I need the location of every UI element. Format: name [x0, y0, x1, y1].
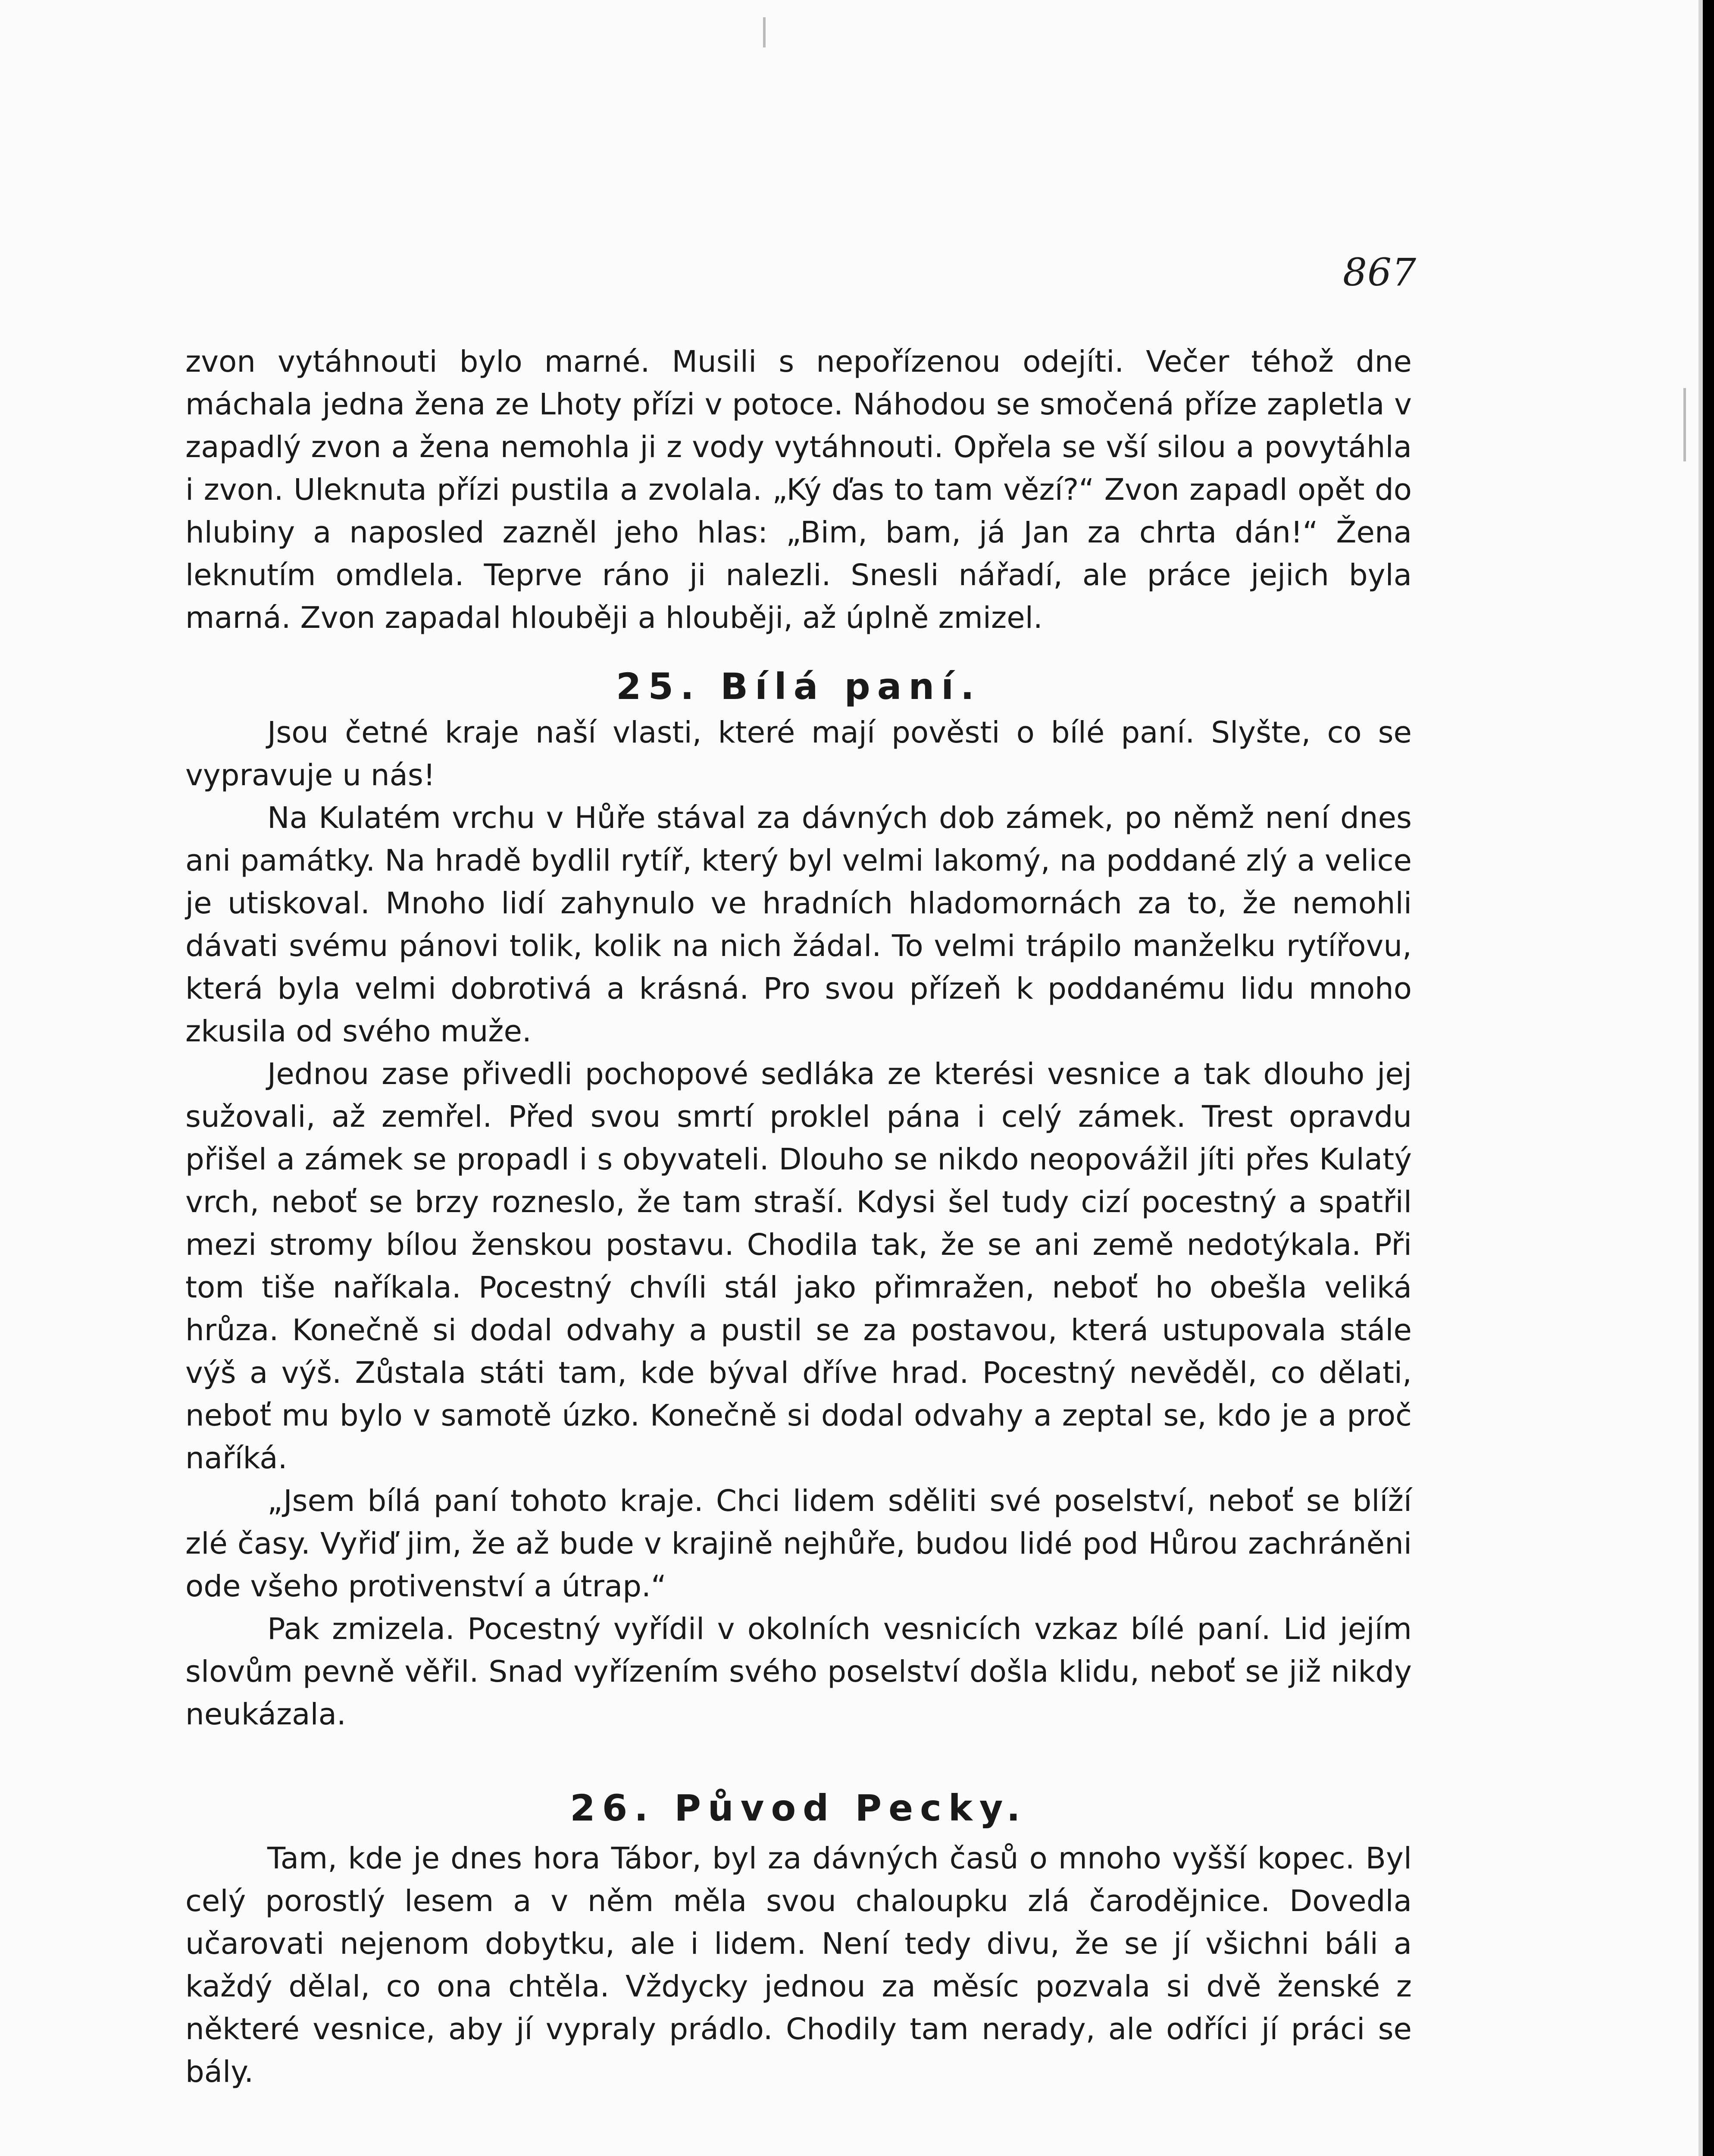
- paragraph: Tam, kde je dnes hora Tábor, byl za dávných časů o mnoho vyšší kopec. Byl celý porostlý lesem a v něm měla svou chaloupku zlá čarodějnice. Dovedla učarovati nejenom dobytku, ale i lidem. Není tedy divu, že se jí všichni báli a každý dělal, co ona chtěla. Vždycky jednou za měsíc pozvala si dvě ženské z některé vesnice, aby jí vypraly prádlo. Chodily tam nerady, ale odříci jí práci se bály.: [185, 1841, 1412, 2089]
- page-number: 867: [1343, 250, 1417, 295]
- paragraph: Pak zmizela. Pocestný vyřídil v okolních vesnicích vzkaz bílé paní. Lid jejím slovům pevně věřil. Snad vyřízením svého poselství došla klidu, neboť se již nikdy neukázala.: [185, 1612, 1412, 1732]
- paragraph: Jsou četné kraje naší vlasti, které mají pověsti o bílé paní. Slyšte, co se vypravuje u nás!: [185, 715, 1412, 793]
- scan-artifact-top: [763, 17, 766, 47]
- section-heading-25: 25. Bílá paní.: [616, 665, 981, 708]
- body-text: [185, 341, 1412, 2093]
- paragraph: „Jsem bílá paní tohoto kraje. Chci lidem sděliti své poselství, neboť se blíží zlé časy. Vyřiď jim, že až bude v krajině nejhůře, budou lidé pod Hůrou zachráněni ode všeho protivenství a útrap.“: [185, 1484, 1412, 1604]
- section-heading-26: 26. Původ Pecky.: [570, 1787, 1027, 1829]
- scan-artifact-right: [1683, 388, 1686, 461]
- paragraph: Na Kulatém vrchu v Hůře stával za dávných dob zámek, po němž není dnes ani památky. Na hradě bydlil rytíř, který byl velmi lakomý, na poddané zlý a velice je utiskoval. Mnoho lidí zahynulo ve hradních hladomornách za to, že nemohli dávati svému pánovi tolik, kolik na nich žádal. To velmi trápilo manželku rytířovu, která byla velmi dobrotivá a krásná. Pro svou přízeň k poddanému lidu mnoho zkusila od svého muže.: [185, 801, 1412, 1049]
- opening-paragraph: zvon vytáhnouti bylo marné. Musili s nepořízenou odejíti. Večer téhož dne máchala jedna žena ze Lhoty přízi v potoce. Náhodou se smočená příze zapletla v zapadlý zvon a žena nemohla ji z vody vytáhnouti. Opřela se vší silou a povytáhla i zvon. Uleknuta přízi pustila a zvolala. „Ký ďas to tam vězí?“ Zvon zapadl opět do hlubiny a naposled zazněl jeho hlas: „Bim, bam, já Jan za chrta dán!“ Žena leknutím omdlela. Teprve ráno ji nalezli. Snesli nářadí, ale práce jejich byla marná. Zvon zapadal hlouběji a hlouběji, až úplně zmizel.: [185, 345, 1412, 635]
- paragraph: Jednou zase přivedli pochopové sedláka ze kterési vesnice a tak dlouho jej sužovali, až zemřel. Před svou smrtí proklel pána i celý zámek. Trest opravdu přišel a zámek se propadl i s obyvateli. Dlouho se nikdo neopovážil jíti přes Kulatý vrch, neboť se brzy rozneslo, že tam straší. Kdysi šel tudy cizí pocestný a spatřil mezi stromy bílou ženskou postavu. Chodila tak, že se ani země nedotýkala. Při tom tiše naříkala. Pocestný chvíli stál jako přimražen, neboť ho obešla veliká hrůza. Konečně si dodal odvahy a pustil se za postavou, která ustupovala stále výš a výš. Zůstala státi tam, kde býval dříve hrad. Pocestný nevěděl, co dělati, neboť mu bylo v samotě úzko. Konečně si dodal odvahy a zeptal se, kdo je a proč naříká.: [185, 1057, 1412, 1476]
